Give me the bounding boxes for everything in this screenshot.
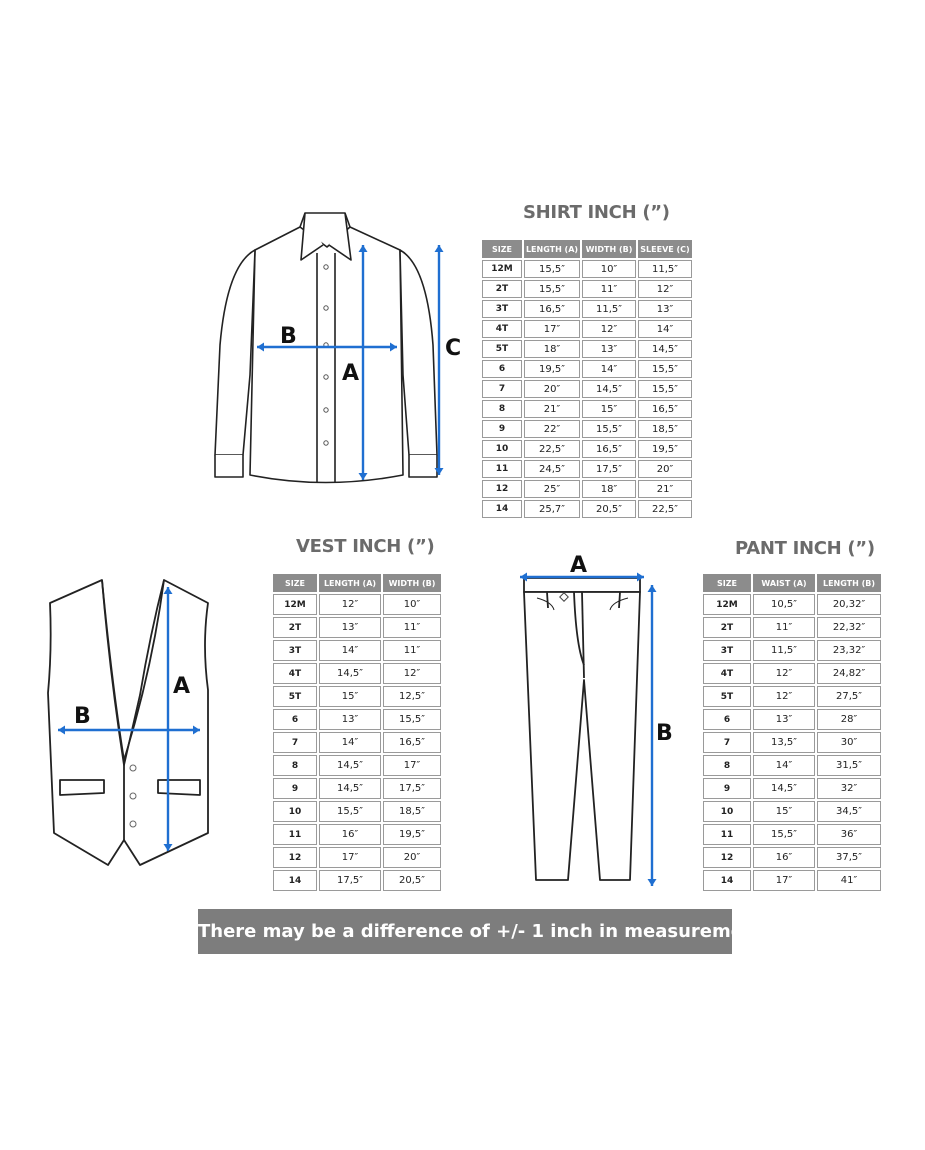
measurement-cell: 15,5″: [582, 420, 636, 438]
table-row: [273, 732, 441, 753]
table-row: [273, 640, 441, 661]
measurement-cell: 12″: [753, 686, 815, 707]
table-row: [703, 663, 881, 684]
measurement-cell: 11″: [753, 617, 815, 638]
measurement-cell: 20,5″: [383, 870, 441, 891]
table-row: [482, 420, 692, 438]
shirt-label-c: C: [445, 336, 462, 361]
size-cell: 7: [273, 732, 317, 753]
table-row: [703, 640, 881, 661]
table-row: [273, 594, 441, 615]
table-row: [482, 380, 692, 398]
table-row: [482, 400, 692, 418]
measurement-cell: 14,5″: [753, 778, 815, 799]
measurement-cell: 15,5″: [524, 260, 580, 278]
measurement-cell: 12″: [319, 594, 381, 615]
measurement-cell: 14″: [319, 640, 381, 661]
size-cell: 3T: [482, 300, 522, 318]
measurement-cell: 17,5″: [319, 870, 381, 891]
size-cell: 7: [482, 380, 522, 398]
size-cell: 2T: [273, 617, 317, 638]
table-row: [703, 594, 881, 615]
measurement-cell: 27,5″: [817, 686, 881, 707]
size-cell: 12M: [703, 594, 751, 615]
pant-label-a: A: [570, 553, 588, 578]
table-row: [703, 686, 881, 707]
pant-table-title: PANT INCH (”): [735, 538, 875, 559]
table-row: [703, 617, 881, 638]
table-row: [482, 260, 692, 278]
table-row: [703, 870, 881, 891]
table-row: [482, 360, 692, 378]
size-cell: 6: [273, 709, 317, 730]
size-cell: 7: [703, 732, 751, 753]
size-cell: 5T: [482, 340, 522, 358]
size-cell: 14: [482, 500, 522, 518]
measurement-cell: 13″: [753, 709, 815, 730]
table-row: [273, 870, 441, 891]
measurement-cell: 22″: [524, 420, 580, 438]
measurement-cell: 17″: [383, 755, 441, 776]
size-cell: 10: [703, 801, 751, 822]
size-cell: 8: [273, 755, 317, 776]
measurement-cell: 18″: [524, 340, 580, 358]
column-header: LENGTH (A): [319, 574, 381, 592]
size-cell: 5T: [273, 686, 317, 707]
size-cell: 4T: [703, 663, 751, 684]
measurement-cell: 13″: [638, 300, 692, 318]
measurement-cell: 18″: [582, 480, 636, 498]
measurement-cell: 10,5″: [753, 594, 815, 615]
table-row: [482, 480, 692, 498]
measurement-cell: 11″: [582, 280, 636, 298]
measurement-cell: 24,5″: [524, 460, 580, 478]
table-row: [273, 617, 441, 638]
column-header: LENGTH (A): [524, 240, 580, 258]
table-row: [273, 824, 441, 845]
table-row: [703, 824, 881, 845]
measurement-cell: 17″: [524, 320, 580, 338]
measurement-cell: 18,5″: [638, 420, 692, 438]
vest-label-b: B: [74, 704, 91, 729]
table-row: [482, 440, 692, 458]
pant-illustration: [512, 550, 687, 890]
pant-size-table: [701, 572, 883, 893]
measurement-cell: 20,32″: [817, 594, 881, 615]
measurement-cell: 20″: [638, 460, 692, 478]
measurement-cell: 13″: [582, 340, 636, 358]
size-cell: 5T: [703, 686, 751, 707]
size-cell: 14: [273, 870, 317, 891]
measurement-cell: 15″: [319, 686, 381, 707]
table-row: [482, 500, 692, 518]
measurement-cell: 16″: [753, 847, 815, 868]
measurement-cell: 17,5″: [383, 778, 441, 799]
measurement-cell: 14,5″: [319, 755, 381, 776]
column-header: WAIST (A): [753, 574, 815, 592]
measurement-cell: 31,5″: [817, 755, 881, 776]
size-cell: 12: [703, 847, 751, 868]
table-row: [482, 320, 692, 338]
size-cell: 9: [273, 778, 317, 799]
measurement-cell: 16,5″: [524, 300, 580, 318]
measurement-cell: 20″: [524, 380, 580, 398]
measurement-cell: 16,5″: [383, 732, 441, 753]
table-row: [703, 778, 881, 799]
measurement-cell: 11″: [383, 617, 441, 638]
column-header: SLEEVE (C): [638, 240, 692, 258]
measurement-cell: 20″: [383, 847, 441, 868]
measurement-cell: 12″: [582, 320, 636, 338]
measurement-cell: 15″: [582, 400, 636, 418]
shirt-label-a: A: [342, 361, 360, 386]
measurement-cell: 15,5″: [638, 360, 692, 378]
size-cell: 2T: [482, 280, 522, 298]
measurement-cell: 14,5″: [582, 380, 636, 398]
measurement-note: There may be a difference of +/- 1 inch in measurements: [198, 909, 732, 954]
table-row: [273, 755, 441, 776]
table-row: [273, 847, 441, 868]
measurement-cell: 12″: [638, 280, 692, 298]
size-cell: 11: [273, 824, 317, 845]
shirt-table-title: SHIRT INCH (”): [523, 202, 670, 223]
measurement-cell: 11,5″: [638, 260, 692, 278]
shirt-size-table: [480, 238, 694, 520]
table-row: [482, 280, 692, 298]
measurement-cell: 15,5″: [524, 280, 580, 298]
size-cell: 10: [482, 440, 522, 458]
pant-label-b: B: [656, 721, 673, 746]
column-header: LENGTH (B): [817, 574, 881, 592]
measurement-cell: 12″: [383, 663, 441, 684]
measurement-cell: 12,5″: [383, 686, 441, 707]
measurement-cell: 30″: [817, 732, 881, 753]
measurement-cell: 15,5″: [753, 824, 815, 845]
table-row: [482, 460, 692, 478]
measurement-cell: 16,5″: [638, 400, 692, 418]
measurement-cell: 14,5″: [638, 340, 692, 358]
measurement-cell: 34,5″: [817, 801, 881, 822]
measurement-cell: 11,5″: [753, 640, 815, 661]
size-cell: 4T: [273, 663, 317, 684]
table-row: [482, 340, 692, 358]
measurement-cell: 14,5″: [319, 663, 381, 684]
measurement-cell: 19,5″: [524, 360, 580, 378]
size-cell: 10: [273, 801, 317, 822]
measurement-cell: 12″: [753, 663, 815, 684]
measurement-cell: 19,5″: [383, 824, 441, 845]
table-row: [703, 709, 881, 730]
table-row: [482, 300, 692, 318]
measurement-cell: 17″: [753, 870, 815, 891]
shirt-label-b: B: [280, 324, 297, 349]
measurement-cell: 15,5″: [638, 380, 692, 398]
vest-label-a: A: [173, 674, 191, 699]
measurement-cell: 19,5″: [638, 440, 692, 458]
size-cell: 3T: [703, 640, 751, 661]
column-header: SIZE: [703, 574, 751, 592]
measurement-cell: 16″: [319, 824, 381, 845]
table-row: [703, 847, 881, 868]
measurement-cell: 22,32″: [817, 617, 881, 638]
size-cell: 6: [703, 709, 751, 730]
size-cell: 12M: [273, 594, 317, 615]
size-cell: 6: [482, 360, 522, 378]
table-row: [273, 778, 441, 799]
size-cell: 9: [703, 778, 751, 799]
measurement-cell: 21″: [638, 480, 692, 498]
table-row: [703, 801, 881, 822]
measurement-cell: 11″: [383, 640, 441, 661]
measurement-cell: 41″: [817, 870, 881, 891]
vest-table-title: VEST INCH (”): [296, 536, 435, 557]
measurement-cell: 25,7″: [524, 500, 580, 518]
measurement-cell: 22,5″: [524, 440, 580, 458]
table-row: [703, 732, 881, 753]
measurement-cell: 17,5″: [582, 460, 636, 478]
measurement-cell: 13″: [319, 617, 381, 638]
size-cell: 11: [482, 460, 522, 478]
size-cell: 4T: [482, 320, 522, 338]
measurement-cell: 15″: [753, 801, 815, 822]
measurement-cell: 14″: [638, 320, 692, 338]
measurement-cell: 10″: [383, 594, 441, 615]
table-row: [703, 755, 881, 776]
table-header-row: [273, 574, 441, 592]
size-cell: 12M: [482, 260, 522, 278]
measurement-cell: 23,32″: [817, 640, 881, 661]
measurement-cell: 14″: [582, 360, 636, 378]
measurement-cell: 13″: [319, 709, 381, 730]
table-row: [273, 709, 441, 730]
measurement-cell: 16,5″: [582, 440, 636, 458]
table-row: [273, 801, 441, 822]
column-header: WIDTH (B): [383, 574, 441, 592]
measurement-cell: 14″: [753, 755, 815, 776]
measurement-cell: 14″: [319, 732, 381, 753]
shirt-illustration: [205, 205, 485, 500]
size-cell: 12: [482, 480, 522, 498]
measurement-cell: 18,5″: [383, 801, 441, 822]
measurement-cell: 11,5″: [582, 300, 636, 318]
size-cell: 14: [703, 870, 751, 891]
size-cell: 11: [703, 824, 751, 845]
size-cell: 2T: [703, 617, 751, 638]
measurement-cell: 14,5″: [319, 778, 381, 799]
table-row: [273, 686, 441, 707]
measurement-cell: 32″: [817, 778, 881, 799]
measurement-cell: 15,5″: [319, 801, 381, 822]
measurement-cell: 10″: [582, 260, 636, 278]
table-header-row: [703, 574, 881, 592]
measurement-cell: 25″: [524, 480, 580, 498]
column-header: SIZE: [482, 240, 522, 258]
measurement-cell: 36″: [817, 824, 881, 845]
vest-illustration: [40, 575, 220, 870]
vest-size-table: [271, 572, 443, 893]
measurement-cell: 21″: [524, 400, 580, 418]
table-header-row: [482, 240, 692, 258]
measurement-cell: 28″: [817, 709, 881, 730]
column-header: SIZE: [273, 574, 317, 592]
table-row: [273, 663, 441, 684]
measurement-cell: 24,82″: [817, 663, 881, 684]
measurement-cell: 37,5″: [817, 847, 881, 868]
size-cell: 8: [703, 755, 751, 776]
size-cell: 12: [273, 847, 317, 868]
size-cell: 3T: [273, 640, 317, 661]
measurement-cell: 15,5″: [383, 709, 441, 730]
measurement-cell: 20,5″: [582, 500, 636, 518]
measurement-cell: 22,5″: [638, 500, 692, 518]
size-cell: 9: [482, 420, 522, 438]
measurement-cell: 17″: [319, 847, 381, 868]
size-cell: 8: [482, 400, 522, 418]
column-header: WIDTH (B): [582, 240, 636, 258]
measurement-cell: 13,5″: [753, 732, 815, 753]
